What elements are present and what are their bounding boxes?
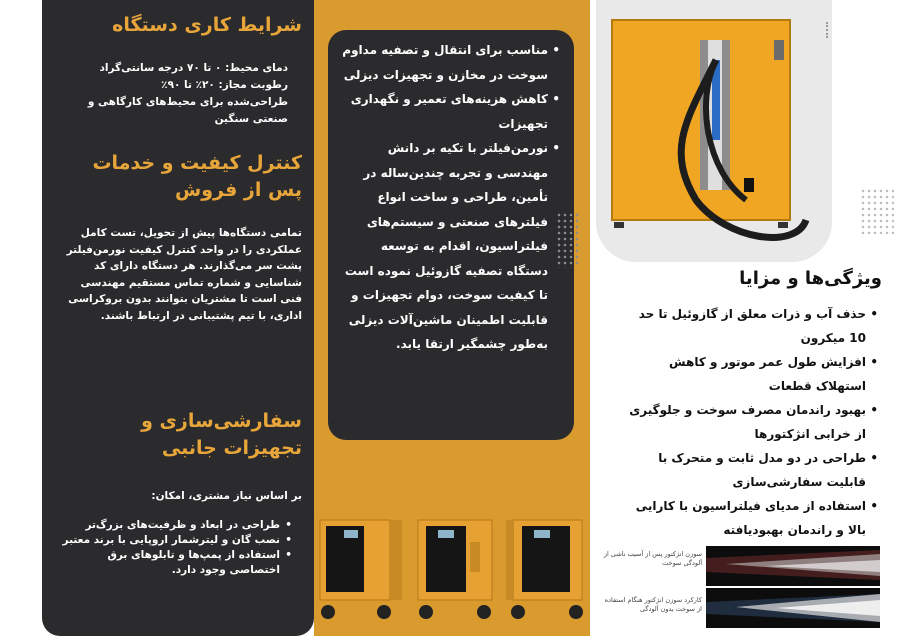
decorative-dots xyxy=(826,22,832,38)
left-panel xyxy=(42,0,314,636)
middle-item: • مناسب برای انتقال و تصفیه مداوم سوخت در مخازن و تجهیزات دیزلی xyxy=(342,38,560,87)
conditions-list xyxy=(56,60,288,128)
feature-item: • افزایش طول عمر موتور و کاهش استهلاک قطعات xyxy=(622,350,878,398)
machine-photo xyxy=(504,512,590,624)
features-list xyxy=(622,302,878,542)
middle-item: • کاهش هزینه‌های تعمیر و نگهداری تجهیزات xyxy=(342,87,560,136)
custom-intro: بر اساس نیاز مشتری، امکان: xyxy=(151,490,302,502)
machine-photo xyxy=(318,512,406,624)
custom-item: • استفاده از پمپ‌ها و تابلوهای برق اختصاصی وجود دارد. xyxy=(56,548,292,578)
condition-item: رطوبت مجاز: ۲۰٪ تا ۹۰٪ xyxy=(161,79,288,91)
features-title: ویژگی‌ها و مزایا xyxy=(739,268,882,289)
custom-item: • طراحی در ابعاد و ظرفیت‌های بزرگ‌تر xyxy=(56,518,292,533)
decorative-dots xyxy=(556,212,582,268)
conditions-title: شرایط کاری دستگاه xyxy=(112,14,302,36)
feature-item: • حذف آب و ذرات معلق از گازوئیل تا حد 10 میکرون xyxy=(622,302,878,350)
custom-title: سفارشی‌سازی و تجهیزات جانبی xyxy=(141,410,302,459)
caption-damaged: سوزن انژکتور پس از آسیب ناشی از آلودگی سوخت xyxy=(603,550,702,567)
middle-list xyxy=(342,38,560,357)
quality-title: کنترل کیفیت و خدمات پس از فروش xyxy=(92,152,302,201)
condition-item: طراحی‌شده برای محیط‌های کارگاهی و صنعتی سنگین xyxy=(87,96,288,125)
middle-item: • نورمن‌فیلتر با تکیه بر دانش مهندسی و تجربه چندین‌ساله در تأمین، طراحی و ساخت انواع فیلترهای صنعتی و سیستم‌های فیلتراسیون، اقدام به توسعه دستگاه تصفیه گازوئیل نموده است تا کیفیت سوخت، دوام تجهیزات و قابلیت اطمینان ماشین‌آلات دیزلی به‌طور چشمگیر ارتقا یابد. xyxy=(342,136,560,357)
quality-text: تمامی دستگاه‌ها پیش از تحویل، تست کامل عملکردی را در واحد کنترل کیفیت نورمن‌فیلتر پشت سر می‌گذارند. هر دستگاه دارای کد شناسایی و شماره تماس مستقیم مهندسی فنی است تا مشتریان بتوانند بدون بروکراسی اداری، با تیم پشتیبانی در ارتباط باشند. xyxy=(66,227,302,322)
middle-card xyxy=(328,30,574,440)
feature-item: • طراحی در دو مدل ثابت و متحرک با قابلیت سفارشی‌سازی xyxy=(622,446,878,494)
feature-item: • استفاده از مدیای فیلتراسیون با کارایی بالا و راندمان بهبودیافته xyxy=(622,494,878,542)
injector-photo-damaged xyxy=(706,546,880,586)
caption-clean: کارکرد سوزن انژکتور هنگام استفاده از سوخت بدون آلودگی xyxy=(604,596,702,613)
custom-list xyxy=(56,518,292,578)
product-photo xyxy=(596,0,832,262)
custom-item: • نصب گان و لیترشمار اروپایی با برند معتبر xyxy=(56,533,292,548)
injector-photo-clean xyxy=(706,588,880,628)
condition-item: دمای محیط: ۰ تا ۷۰ درجه سانتی‌گراد xyxy=(99,62,288,74)
machine-photo xyxy=(414,512,502,624)
decorative-dots xyxy=(860,188,894,234)
feature-item: • بهبود راندمان مصرف سوخت و جلوگیری از خرابی انژکتورها xyxy=(622,398,878,446)
